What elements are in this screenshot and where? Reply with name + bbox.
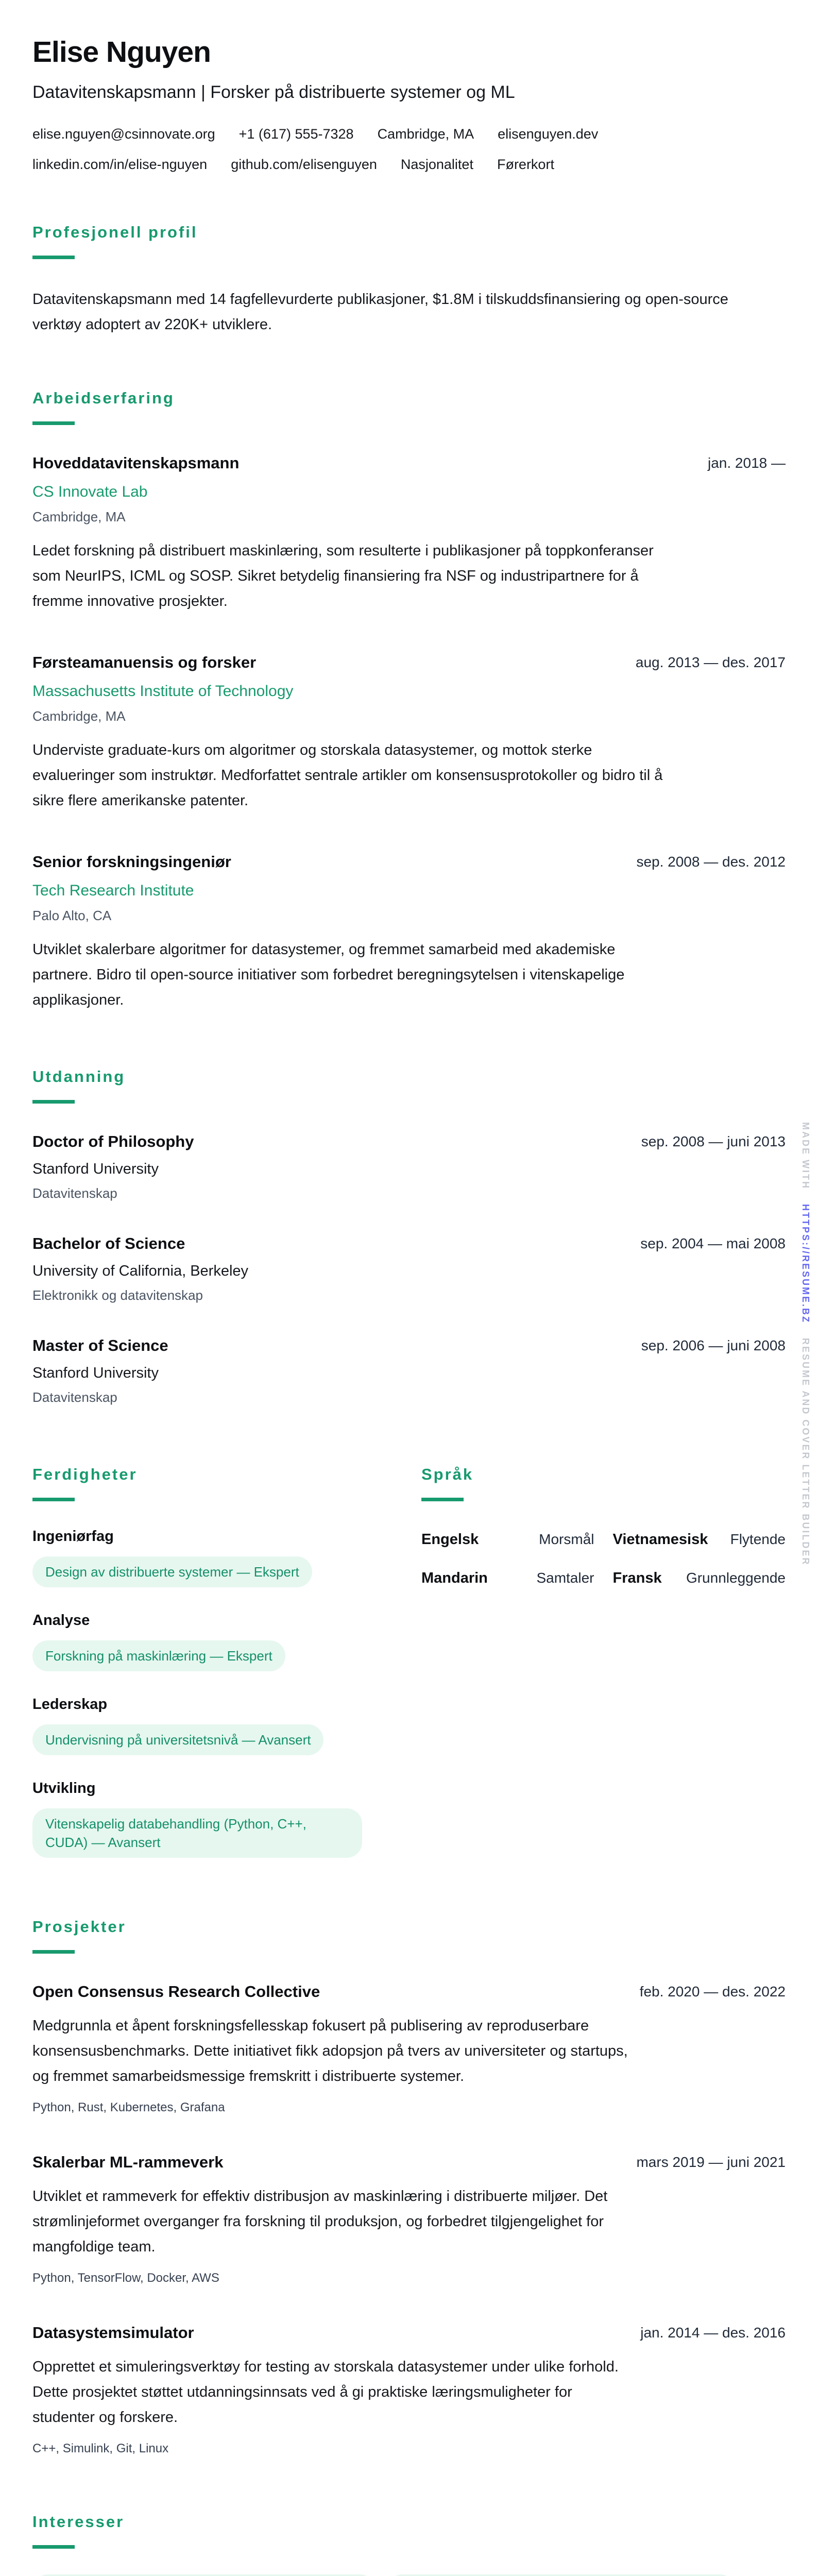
language-item (421, 1570, 594, 1587)
job-location: Cambridge, MA (32, 708, 126, 724)
section-heading-education: Utdanning (32, 1067, 126, 1086)
school-name: University of California, Berkeley (32, 1263, 249, 1279)
language-item (613, 1531, 786, 1548)
section-experience (32, 389, 786, 1013)
education-entry (32, 1336, 786, 1405)
section-skills (32, 1465, 389, 1858)
field-of-study: Datavitenskap (32, 1185, 117, 1201)
project-description: Opprettet et simuleringsverktøy for testing av storskala datasystemer under ulike forhold. Dette prosjektet støttet utdanningsinnsats ved å gi praktiske læringsmuligheter for studenter og forskere. (32, 2359, 619, 2426)
language-level: Samtaler (536, 1570, 594, 1586)
skill-category: Analyse (32, 1612, 90, 1629)
section-underline (32, 2545, 75, 2549)
language-name: Fransk (612, 1570, 662, 1586)
resume-builder-watermark (800, 1122, 811, 1566)
degree-name: Bachelor of Science (32, 1234, 185, 1252)
section-underline (32, 421, 75, 425)
section-heading-projects: Prosjekter (32, 1918, 126, 1936)
job-title: Senior forskningsingeniør (32, 853, 231, 871)
email-link[interactable]: elise.nguyen@csinnovate.org (32, 126, 215, 142)
section-education (32, 1067, 786, 1405)
watermark-made-with-label: MADE WITH (800, 1122, 811, 1190)
section-underline (32, 1100, 75, 1104)
project-tech-list: Python, TensorFlow, Docker, AWS (32, 2271, 219, 2285)
section-underline (32, 256, 75, 259)
interest-pills (32, 2574, 754, 2576)
job-description: Ledet forskning på distribuert maskinlæring, som resulterte i publikasjoner på toppkonferanser som NeurIPS, ICML og SOSP. Sikret betydelig finansiering fra NSF og industripartnere for å fremme innovative prosjekter. (32, 543, 654, 609)
skill-category: Ingeniørfag (32, 1528, 114, 1545)
location-text: Cambridge, MA (377, 126, 474, 142)
company-link[interactable]: Tech Research Institute (32, 882, 194, 899)
project-title: Datasystemsimulator (32, 2324, 194, 2342)
section-languages (421, 1465, 786, 1858)
experience-entry (32, 454, 786, 614)
job-description: Underviste graduate-kurs om algoritmer og storskala datasystemer, og mottok sterke evalueringer som instruktør. Medforfattet sentrale artikler om konsensusprotokoller og bidro til å sikre flere amerikanske patenter. (32, 742, 663, 809)
education-entry (32, 1132, 786, 1201)
interest-tag (387, 2574, 736, 2576)
company-link[interactable]: CS Innovate Lab (32, 483, 148, 500)
section-interests (32, 2513, 786, 2576)
project-title: Open Consensus Research Collective (32, 1982, 320, 2001)
skill-tag: Design av distribuerte systemer — Ekspert (32, 1556, 312, 1587)
education-date: sep. 2008 — juni 2013 (641, 1133, 786, 1149)
skill-tag: Undervisning på universitetsnivå — Avansert (32, 1724, 323, 1755)
watermark-url-link[interactable]: HTTPS://RESUME.BZ (800, 1204, 811, 1324)
language-name: Engelsk (421, 1531, 479, 1548)
project-description: Utviklet et rammeverk for effektiv distribusjon av maskinlæring i distribuerte miljøer. Det strømlinjeformet overganger fra forskning til produksjon, og forbedret tilgjengelighet for mangfoldige team. (32, 2188, 608, 2255)
project-date: feb. 2020 — des. 2022 (639, 1984, 786, 1999)
project-date: mars 2019 — juni 2021 (636, 2154, 786, 2170)
job-description: Utviklet skalerbare algoritmer for datasystemer, og fremmet samarbeid med akademiske partnere. Bidro til open-source initiativer som forbedret beregningsytelsen i vitenskapelige applikasjoner. (32, 941, 625, 1008)
website-link[interactable]: elisenguyen.dev (498, 126, 599, 142)
degree-name: Master of Science (32, 1336, 168, 1354)
education-date: sep. 2006 — juni 2008 (641, 1337, 786, 1353)
school-name: Stanford University (32, 1161, 159, 1177)
experience-entry (32, 853, 786, 1013)
language-item (421, 1531, 594, 1548)
degree-name: Doctor of Philosophy (32, 1132, 194, 1150)
job-date: aug. 2013 — des. 2017 (635, 654, 786, 670)
job-date: jan. 2018 — (708, 455, 786, 471)
section-profile (32, 223, 786, 337)
company-link[interactable]: Massachusetts Institute of Technology (32, 683, 294, 700)
project-entry (32, 2324, 786, 2456)
section-heading-interests: Interesser (32, 2513, 125, 2531)
skill-tag: Vitenskapelig databehandling (Python, C++, CUDA) — Avansert (32, 1808, 362, 1858)
phone-link[interactable]: +1 (617) 555-7328 (238, 126, 354, 142)
language-level: Grunnleggende (686, 1570, 786, 1586)
candidate-headline: Datavitenskapsmann | Forsker på distribuerte systemer og ML (32, 82, 515, 102)
job-location: Palo Alto, CA (32, 908, 112, 923)
language-grid (421, 1531, 786, 1587)
language-name: Mandarin (421, 1570, 488, 1586)
language-level: Flytende (730, 1531, 786, 1547)
language-name: Vietnamesisk (612, 1531, 708, 1548)
section-underline (421, 1498, 464, 1501)
section-underline (32, 1498, 75, 1501)
experience-entry (32, 653, 786, 814)
section-heading-experience: Arbeidserfaring (32, 389, 175, 407)
section-underline (32, 1950, 75, 1954)
section-heading-profile: Profesjonell profil (32, 223, 198, 241)
language-level: Morsmål (539, 1531, 594, 1547)
candidate-name: Elise Nguyen (32, 36, 211, 69)
skill-tag: Forskning på maskinlæring — Ekspert (32, 1640, 285, 1671)
skill-category: Lederskap (32, 1696, 108, 1713)
section-heading-languages: Språk (421, 1465, 474, 1483)
drivers-license-label: Førerkort (497, 157, 554, 172)
project-tech-list: Python, Rust, Kubernetes, Grafana (32, 2100, 225, 2114)
education-date: sep. 2004 — mai 2008 (640, 1235, 786, 1251)
section-projects (32, 1918, 786, 2456)
watermark-tagline: RESUME AND COVER LETTER BUILDER (800, 1338, 811, 1566)
skills-languages-row (32, 1465, 786, 1858)
school-name: Stanford University (32, 1365, 159, 1381)
linkedin-link[interactable]: linkedin.com/in/elise-nguyen (32, 157, 208, 172)
resume-header (32, 0, 786, 173)
project-date: jan. 2014 — des. 2016 (640, 2325, 786, 2341)
field-of-study: Datavitenskap (32, 1389, 117, 1405)
project-title: Skalerbar ML-rammeverk (32, 2153, 224, 2171)
profile-summary: Datavitenskapsmann med 14 fagfellevurderte publikasjoner, $1.8M i tilskuddsfinansiering og open-source verktøy adoptert av 220K+ utviklere. (32, 291, 728, 333)
education-entry (32, 1234, 786, 1303)
job-date: sep. 2008 — des. 2012 (636, 854, 786, 870)
job-location: Cambridge, MA (32, 509, 126, 524)
contact-row-1 (32, 126, 786, 142)
section-heading-skills: Ferdigheter (32, 1465, 138, 1483)
project-entry (32, 1982, 786, 2115)
job-title: Førsteamanuensis og forsker (32, 653, 257, 671)
contact-info (32, 126, 786, 173)
field-of-study: Elektronikk og datavitenskap (32, 1287, 203, 1303)
language-item (613, 1570, 786, 1587)
contact-row-2 (32, 157, 786, 173)
interest-tag (32, 2574, 376, 2576)
project-description: Medgrunnla et åpent forskningsfellesskap fokusert på publisering av reproduserbare konsensusbenchmarks. Dette initiativet fikk adopsjon på tvers av universiteter og startups, og fremmet samarbeidsmessige fremskritt i distribuerte systemer. (32, 2018, 628, 2084)
nationality-label: Nasjonalitet (400, 157, 473, 172)
skill-category: Utvikling (32, 1780, 96, 1797)
job-title: Hoveddatavitenskapsmann (32, 454, 240, 472)
github-link[interactable]: github.com/elisenguyen (231, 157, 377, 172)
project-tech-list: C++, Simulink, Git, Linux (32, 2442, 169, 2455)
project-entry (32, 2153, 786, 2285)
